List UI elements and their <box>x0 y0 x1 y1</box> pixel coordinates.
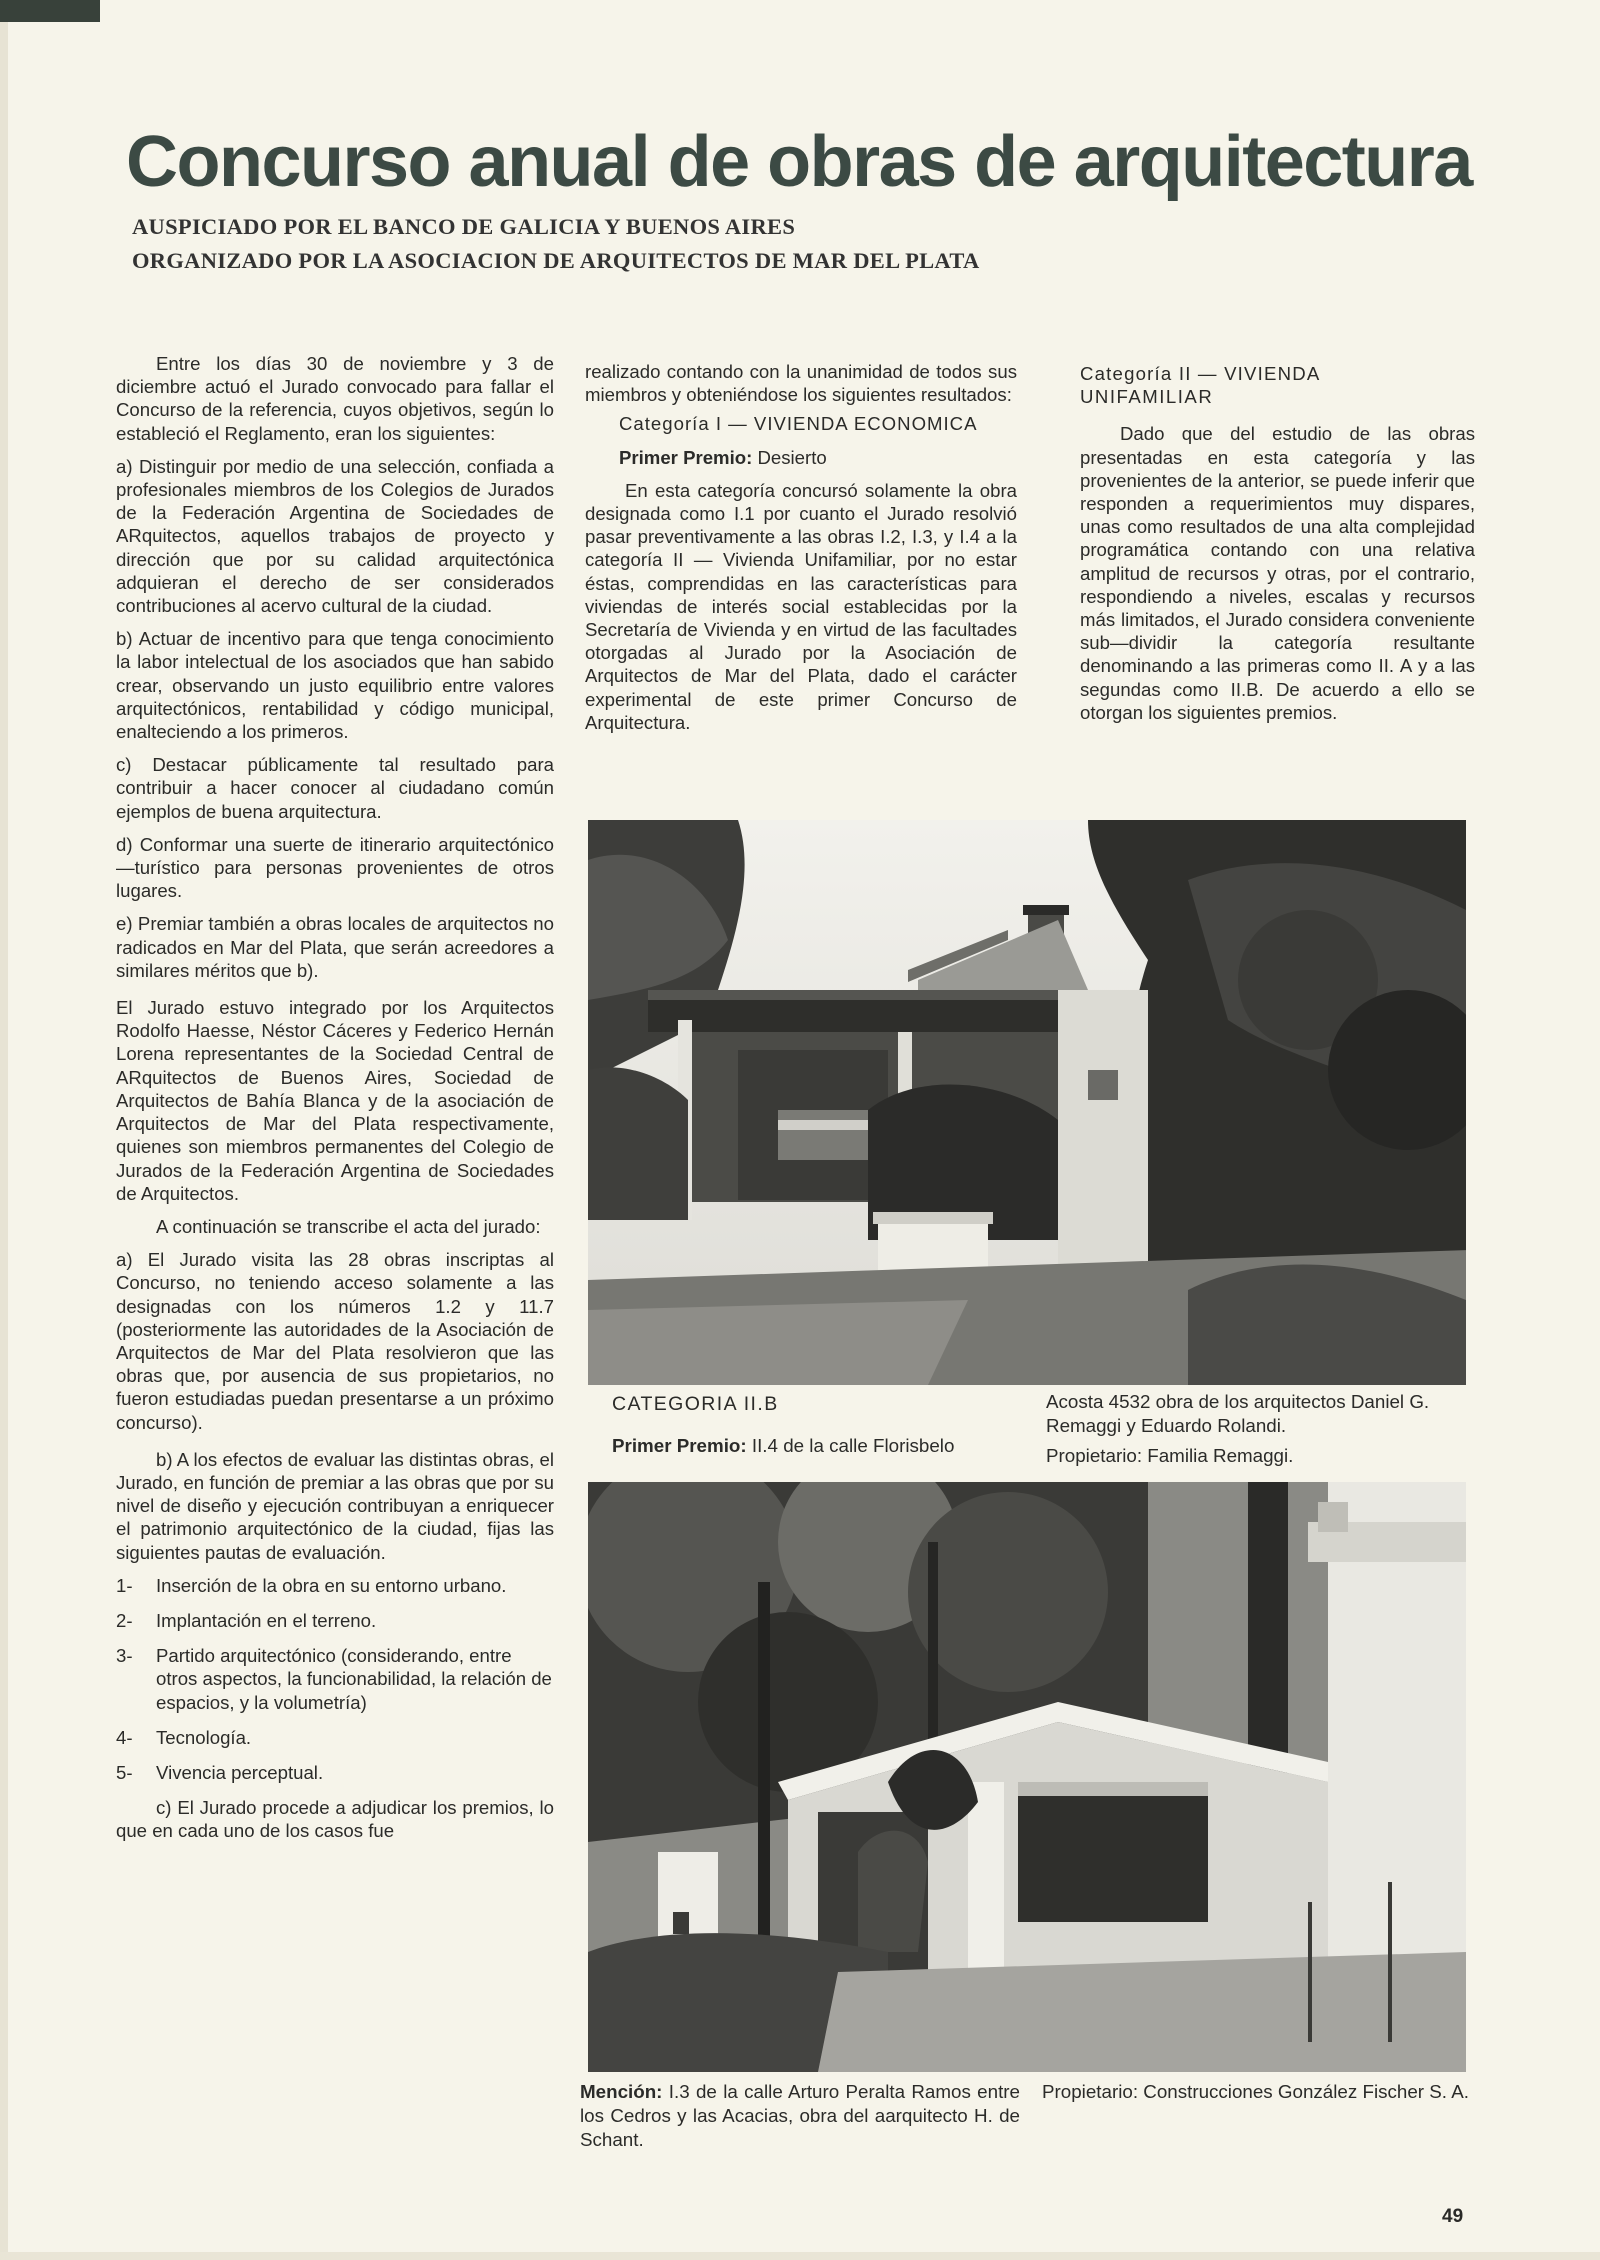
list-text: Tecnología. <box>156 1726 252 1748</box>
text-column-3 <box>1080 362 1475 734</box>
list-text: Inserción de la obra en su entorno urbano. <box>156 1574 507 1596</box>
paragraph: a) Distinguir por medio de una selección, confiada a profesionales miembros de los Colegios de Jurados de la Federación Argentina de Sociedades de ARquitectos, aquellos trabajos de proyecto y dirección que por su calidad arquitectónica adquieran el derecho de ser considerados contribuciones al acervo cultural de la ciudad. <box>116 455 554 617</box>
page-edge <box>0 2252 1600 2260</box>
text-column-2 <box>585 360 1017 744</box>
list-item <box>116 1644 554 1714</box>
photo-prize-caption <box>612 1434 954 1458</box>
category-title-line: Categoría II — VIVIENDA <box>1080 363 1321 384</box>
prize-label: Primer Premio: <box>612 1435 747 1456</box>
prize-label: Primer Premio: <box>619 446 753 468</box>
category-heading <box>585 412 1017 435</box>
text-column-1 <box>116 352 554 1853</box>
category-title-line: UNIFAMILIAR <box>1080 386 1214 408</box>
page-number: 49 <box>1442 2206 1464 2227</box>
subtitle-organizer: ORGANIZADO POR LA ASOCIACION DE ARQUITECTOS DE MAR DEL PLATA <box>132 248 980 273</box>
paragraph: c) El Jurado procede a adjudicar los premios, lo que en cada uno de los casos fue <box>116 1797 554 1842</box>
list-item <box>116 1609 554 1632</box>
paragraph: Dado que del estudio de las obras presentadas en esta categoría y las provenientes de la anterior, se puede inferir que responden a requerimientos muy dispares, unas como resultados de una alta complejidad programática contando con una relativa amplitud de recursos y otras, por el contrario, respondiendo a niveles, escalas y recursos más limitados, el Jurado considera conveniente sub—dividir la categoría resultante denominando a las primeras como II. A y a las segundas como II.B. De acuerdo a ello se otorgan los siguientes premios. <box>1080 423 1475 723</box>
house-photo-florisbelo <box>588 820 1466 1385</box>
prize-value: II.4 de la calle Florisbelo <box>751 1435 955 1456</box>
list-number: 3- <box>116 1645 133 1667</box>
mention-value: I.3 de la calle Arturo Peralta Ramos entre los Cedros y las Acacias, obra del aarquitecto H. de Schant. <box>580 2081 1020 2150</box>
paragraph: En esta categoría concursó solamente la obra designada como I.1 por cuanto el Jurado resolvió pasar preventivamente a las obras I.2, I.3, y I.4 a la categoría II — Vivienda Unifamiliar, por no estar éstas, comprendidas en las características para viviendas de interés social establecidas por la Secretaría de Vivienda y en virtud de las facultades otorgadas al Jurado por la Asociación de Arquitectos de Mar del Plata, dado el carácter experimental de este primer Concurso de Arquitectura. <box>585 479 1017 733</box>
evaluation-criteria-list <box>116 1574 554 1784</box>
paragraph: c) Destacar públicamente tal resultado para contribuir a hacer conocer al ciudadano común ejemplos de buena arquitectura. <box>116 754 554 822</box>
mention-label: Mención: <box>580 2081 663 2102</box>
photo-address-caption: Acosta 4532 obra de los arquitectos Daniel G. Remaggi y Eduardo Rolandi. <box>1046 1391 1430 1436</box>
list-text: Partido arquitectónico (considerando, entre otros aspectos, la funcionabilidad, la relación de espacios, y la volumetría) <box>156 1645 552 1713</box>
photo-illustration <box>588 820 1466 1385</box>
page-title: Concurso anual de obras de arquitectura <box>126 122 1472 202</box>
list-text: Vivencia perceptual. <box>156 1761 324 1783</box>
prize-value: Desierto <box>757 446 827 468</box>
photo-owner-caption: Propietario: Familia Remaggi. <box>1046 1445 1294 1466</box>
list-number: 4- <box>116 1726 133 1748</box>
list-number: 1- <box>116 1574 133 1596</box>
paragraph: b) A los efectos de evaluar las distintas obras, el Jurado, en función de premiar a las obras que por su nivel de diseño y ejecución contribuyan a enriquecer el patrimonio arquitectónico de la ciudad, fijas las siguientes pautas de evaluación. <box>116 1448 554 1563</box>
list-item <box>116 1574 554 1597</box>
paragraph: realizado contando con la unanimidad de todos sus miembros y obteniéndose los siguientes resultados: <box>585 361 1017 406</box>
photo-category-caption: CATEGORIA II.B <box>612 1393 779 1415</box>
category-title: Categoría I — VIVIENDA ECONOMICA <box>619 413 978 435</box>
paragraph: Entre los días 30 de noviembre y 3 de diciembre actuó el Jurado convocado para fallar el Concurso de la referencia, cuyos objetivos, según lo estableció el Reglamento, eran los siguientes: <box>116 353 554 444</box>
category-heading <box>1080 362 1475 408</box>
photo-mention-caption <box>580 2080 1020 2152</box>
subtitle-sponsor: AUSPICIADO POR EL BANCO DE GALICIA Y BUENOS AIRES <box>132 214 796 239</box>
paragraph: d) Conformar una suerte de itinerario arquitectónico—turístico para personas provenientes de otros lugares. <box>116 833 554 902</box>
paragraph: b) Actuar de incentivo para que tenga conocimiento la labor intelectual de los asociados que han sabido crear, observando un justo equilibrio entre valores arquitectónicos, rentabilidad y código municipal, enalteciendo a los primeros. <box>116 628 554 743</box>
paragraph: A continuación se transcribe el acta del jurado: <box>156 1215 541 1237</box>
list-item <box>116 1761 554 1784</box>
paragraph: El Jurado estuvo integrado por los Arquitectos Rodolfo Haesse, Néstor Cáceres y Federico Hernán Lorena representantes de la Sociedad Central de ARquitectos de Buenos Aires, Sociedad de Arquitectos de Bahía Blanca y de la asociación de Arquitectos de Mar del Plata respectivamente, quienes son miembros permanentes del Colegio de Jurados de la Federación Argentina de Sociedades de Arquitectos. <box>116 997 554 1204</box>
list-number: 5- <box>116 1761 133 1783</box>
list-number: 2- <box>116 1609 133 1631</box>
paragraph: a) El Jurado visita las 28 obras inscriptas al Concurso, no teniendo acceso solamente a las designadas con los números 1.2 y 11.7 (posteriormente las autoridades de la Asociación de Arquitectos de Mar del Plata resolvieron que las obras que, por ausencia de sus propietarios, no fueron estudiadas puedan presentarse a un próximo concurso). <box>116 1249 554 1433</box>
paragraph: e) Premiar también a obras locales de arquitectos no radicados en Mar del Plata, que serán acreedores a similares méritos que b). <box>116 913 554 981</box>
photo-owner-caption: Propietario: Construcciones González Fischer S. A. <box>1042 2081 1469 2102</box>
binding-strip <box>0 0 100 22</box>
page-edge <box>0 0 8 2260</box>
photo-illustration <box>588 1482 1466 2072</box>
list-item <box>116 1726 554 1749</box>
prize-line <box>585 446 1017 469</box>
list-text: Implantación en el terreno. <box>156 1609 377 1631</box>
house-photo-peralta-ramos <box>588 1482 1466 2072</box>
